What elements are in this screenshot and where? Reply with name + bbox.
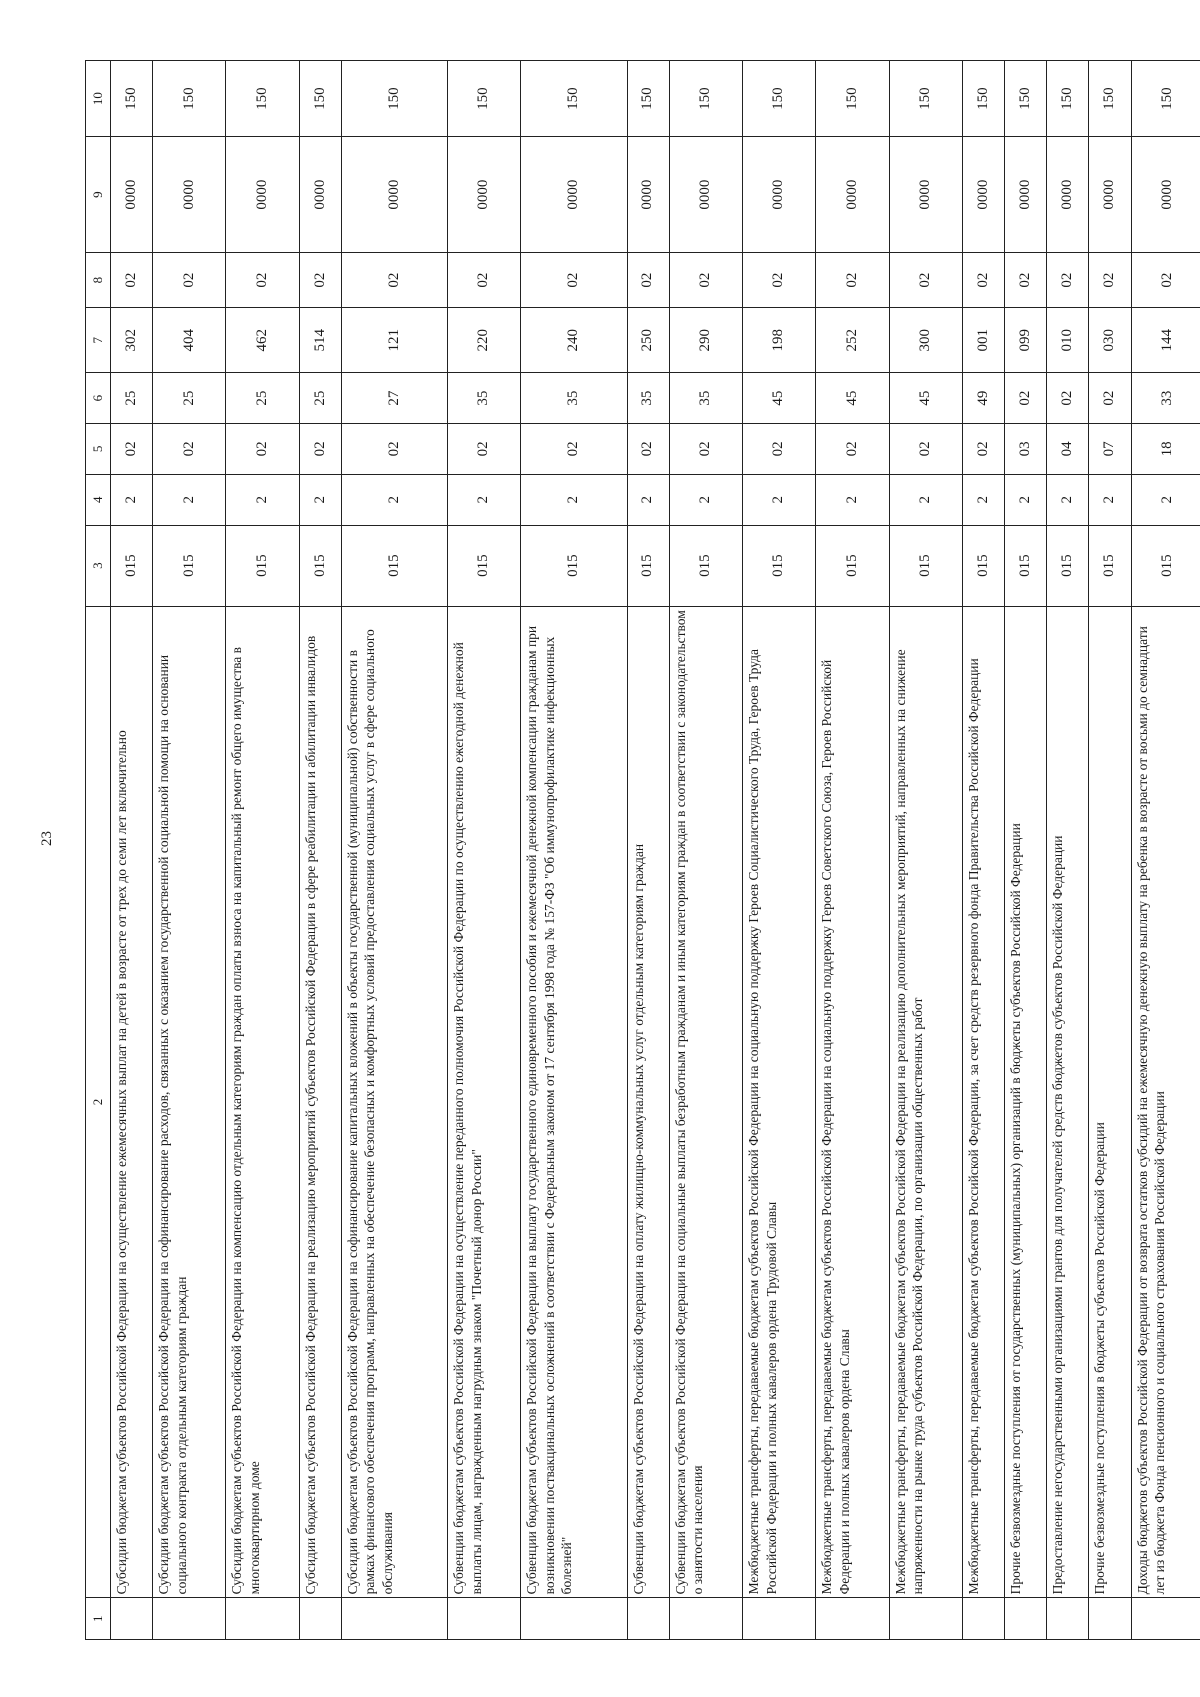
group-code-cell: 2 bbox=[1047, 474, 1089, 525]
article-code-cell: 02 bbox=[1047, 373, 1089, 424]
table-row bbox=[627, 61, 669, 1640]
classification-code-cell: 150 bbox=[889, 61, 962, 137]
admin-code-cell: 015 bbox=[299, 525, 341, 606]
subarticle-code-cell: 030 bbox=[1089, 308, 1131, 373]
element-code-cell: 02 bbox=[816, 252, 889, 307]
subgroup-code-cell: 03 bbox=[1005, 423, 1047, 474]
article-code-cell: 45 bbox=[743, 373, 816, 424]
program-code-cell: 0000 bbox=[1089, 137, 1131, 253]
program-code-cell: 0000 bbox=[1005, 137, 1047, 253]
description-cell: Субсидии бюджетам субъектов Российской Федерации на реализацию мероприятий субъектов Российской Федерации в сфере реабилитации и абилитации инвалидов bbox=[299, 606, 341, 1598]
program-code-cell: 0000 bbox=[448, 137, 521, 253]
article-code-cell: 45 bbox=[816, 373, 889, 424]
subgroup-code-cell: 02 bbox=[153, 423, 226, 474]
description-cell: Субвенции бюджетам субъектов Российской Федерации на социальные выплаты безработным гражданам и иным категориям граждан в соответствии с законодательством о занятости населения bbox=[669, 606, 742, 1598]
row-index-cell bbox=[111, 1598, 153, 1640]
element-code-cell: 02 bbox=[153, 252, 226, 307]
subarticle-code-cell: 121 bbox=[341, 308, 447, 373]
program-code-cell: 0000 bbox=[111, 137, 153, 253]
subarticle-code-cell: 099 bbox=[1005, 308, 1047, 373]
subarticle-code-cell: 010 bbox=[1047, 308, 1089, 373]
subarticle-code-cell: 250 bbox=[627, 308, 669, 373]
subarticle-code-cell: 144 bbox=[1131, 308, 1200, 373]
classification-code-cell: 150 bbox=[669, 61, 742, 137]
group-code-cell: 2 bbox=[521, 474, 627, 525]
program-code-cell: 0000 bbox=[1047, 137, 1089, 253]
subgroup-code-cell: 02 bbox=[743, 423, 816, 474]
program-code-cell: 0000 bbox=[889, 137, 962, 253]
description-cell: Прочие безвозмездные поступления в бюджеты субъектов Российской Федерации bbox=[1089, 606, 1131, 1598]
admin-code-cell: 015 bbox=[153, 525, 226, 606]
column-header: 8 bbox=[86, 252, 111, 307]
table-row bbox=[448, 61, 521, 1640]
subgroup-code-cell: 07 bbox=[1089, 423, 1131, 474]
subarticle-code-cell: 404 bbox=[153, 308, 226, 373]
subarticle-code-cell: 514 bbox=[299, 308, 341, 373]
program-code-cell: 0000 bbox=[341, 137, 447, 253]
classification-code-cell: 150 bbox=[816, 61, 889, 137]
admin-code-cell: 015 bbox=[627, 525, 669, 606]
row-index-cell bbox=[669, 1598, 742, 1640]
row-index-cell bbox=[521, 1598, 627, 1640]
element-code-cell: 02 bbox=[1089, 252, 1131, 307]
description-cell: Доходы бюджетов субъектов Российской Федерации от возврата остатков субсидий на ежемесячную денежную выплату на ребенка в возрасте от восьми до семнадцати лет из бюджета Фонда пенсионного и социального страхования Российской Федерации bbox=[1131, 606, 1200, 1598]
article-code-cell: 45 bbox=[889, 373, 962, 424]
program-code-cell: 0000 bbox=[299, 137, 341, 253]
admin-code-cell: 015 bbox=[111, 525, 153, 606]
row-index-cell bbox=[627, 1598, 669, 1640]
group-code-cell: 2 bbox=[962, 474, 1004, 525]
column-header: 1 bbox=[86, 1598, 111, 1640]
classification-code-cell: 150 bbox=[226, 61, 299, 137]
column-header: 6 bbox=[86, 373, 111, 424]
row-index-cell bbox=[962, 1598, 1004, 1640]
group-code-cell: 2 bbox=[111, 474, 153, 525]
row-index-cell bbox=[341, 1598, 447, 1640]
program-code-cell: 0000 bbox=[1131, 137, 1200, 253]
program-code-cell: 0000 bbox=[153, 137, 226, 253]
table-row bbox=[816, 61, 889, 1640]
admin-code-cell: 015 bbox=[962, 525, 1004, 606]
admin-code-cell: 015 bbox=[816, 525, 889, 606]
table-row bbox=[669, 61, 742, 1640]
subgroup-code-cell: 02 bbox=[816, 423, 889, 474]
subgroup-code-cell: 02 bbox=[962, 423, 1004, 474]
subarticle-code-cell: 001 bbox=[962, 308, 1004, 373]
subgroup-code-cell: 02 bbox=[226, 423, 299, 474]
column-header: 5 bbox=[86, 423, 111, 474]
article-code-cell: 49 bbox=[962, 373, 1004, 424]
element-code-cell: 02 bbox=[669, 252, 742, 307]
classification-code-cell: 150 bbox=[962, 61, 1004, 137]
subgroup-code-cell: 02 bbox=[341, 423, 447, 474]
table-row bbox=[153, 61, 226, 1640]
admin-code-cell: 015 bbox=[1005, 525, 1047, 606]
budget-codes-table bbox=[85, 60, 1200, 1640]
row-index-cell bbox=[226, 1598, 299, 1640]
description-cell: Прочие безвозмездные поступления от государственных (муниципальных) организаций в бюджеты субъектов Российской Федерации bbox=[1005, 606, 1047, 1598]
description-cell: Межбюджетные трансферты, передаваемые бюджетам субъектов Российской Федерации, за счет средств резервного фонда Правительства Российской Федерации bbox=[962, 606, 1004, 1598]
subarticle-code-cell: 290 bbox=[669, 308, 742, 373]
description-cell: Субвенции бюджетам субъектов Российской Федерации на выплату государственного единовременного пособия и ежемесячной денежной компенсации гражданам при возникновении поствакцинальных осложнений в соответствии с Федеральным законом от 17 сентября 1998 года № 157-ФЗ "Об иммунопрофилактике инфекционных болезней" bbox=[521, 606, 627, 1598]
program-code-cell: 0000 bbox=[743, 137, 816, 253]
row-index-cell bbox=[1005, 1598, 1047, 1640]
description-cell: Предоставление негосударственными организациями грантов для получателей средств бюджетов субъектов Российской Федерации bbox=[1047, 606, 1089, 1598]
column-header: 2 bbox=[86, 606, 111, 1598]
column-header: 4 bbox=[86, 474, 111, 525]
element-code-cell: 02 bbox=[111, 252, 153, 307]
subarticle-code-cell: 302 bbox=[111, 308, 153, 373]
description-cell: Межбюджетные трансферты, передаваемые бюджетам субъектов Российской Федерации на реализацию дополнительных мероприятий, направленных на снижение напряженности на рынке труда субъектов Российской Федерации, по организации общественных работ bbox=[889, 606, 962, 1598]
element-code-cell: 02 bbox=[627, 252, 669, 307]
row-index-cell bbox=[889, 1598, 962, 1640]
classification-code-cell: 150 bbox=[111, 61, 153, 137]
admin-code-cell: 015 bbox=[1047, 525, 1089, 606]
subarticle-code-cell: 462 bbox=[226, 308, 299, 373]
subgroup-code-cell: 04 bbox=[1047, 423, 1089, 474]
subarticle-code-cell: 240 bbox=[521, 308, 627, 373]
row-index-cell bbox=[1131, 1598, 1200, 1640]
column-header: 7 bbox=[86, 308, 111, 373]
element-code-cell: 02 bbox=[962, 252, 1004, 307]
program-code-cell: 0000 bbox=[962, 137, 1004, 253]
row-index-cell bbox=[153, 1598, 226, 1640]
article-code-cell: 35 bbox=[669, 373, 742, 424]
page-number: 23 bbox=[39, 831, 55, 846]
group-code-cell: 2 bbox=[743, 474, 816, 525]
group-code-cell: 2 bbox=[1005, 474, 1047, 525]
description-cell: Субвенции бюджетам субъектов Российской Федерации на осуществление переданного полномочия Российской Федерации по осуществлению ежегодной денежной выплаты лицам, награжденным нагрудным знаком "Почетный донор России" bbox=[448, 606, 521, 1598]
description-cell: Субсидии бюджетам субъектов Российской Федерации на софинансирование расходов, связанных с оказанием государственной социальной помощи на основании социального контракта отдельным категориям граждан bbox=[153, 606, 226, 1598]
subgroup-code-cell: 02 bbox=[669, 423, 742, 474]
subgroup-code-cell: 18 bbox=[1131, 423, 1200, 474]
table-row bbox=[111, 61, 153, 1640]
column-header: 3 bbox=[86, 525, 111, 606]
group-code-cell: 2 bbox=[816, 474, 889, 525]
admin-code-cell: 015 bbox=[341, 525, 447, 606]
description-cell: Субсидии бюджетам субъектов Российской Федерации на софинансирование капитальных вложений в объекты государственной (муниципальной) собственности в рамках финансового обеспечения программ, направленных на обеспечение безопасных и комфортных условий предоставления социальных услуг в сфере социального обслуживания bbox=[341, 606, 447, 1598]
subgroup-code-cell: 02 bbox=[448, 423, 521, 474]
admin-code-cell: 015 bbox=[1131, 525, 1200, 606]
subgroup-code-cell: 02 bbox=[111, 423, 153, 474]
article-code-cell: 02 bbox=[1005, 373, 1047, 424]
admin-code-cell: 015 bbox=[1089, 525, 1131, 606]
table-row bbox=[743, 61, 816, 1640]
program-code-cell: 0000 bbox=[521, 137, 627, 253]
admin-code-cell: 015 bbox=[521, 525, 627, 606]
table-body bbox=[111, 61, 1200, 1640]
column-header: 10 bbox=[86, 61, 111, 137]
element-code-cell: 02 bbox=[743, 252, 816, 307]
article-code-cell: 25 bbox=[226, 373, 299, 424]
article-code-cell: 25 bbox=[153, 373, 226, 424]
classification-code-cell: 150 bbox=[1131, 61, 1200, 137]
subgroup-code-cell: 02 bbox=[299, 423, 341, 474]
admin-code-cell: 015 bbox=[226, 525, 299, 606]
classification-code-cell: 150 bbox=[627, 61, 669, 137]
table-row bbox=[1131, 61, 1200, 1640]
table-row bbox=[299, 61, 341, 1640]
article-code-cell: 35 bbox=[448, 373, 521, 424]
table-row bbox=[1047, 61, 1089, 1640]
element-code-cell: 02 bbox=[521, 252, 627, 307]
classification-code-cell: 150 bbox=[299, 61, 341, 137]
article-code-cell: 33 bbox=[1131, 373, 1200, 424]
subgroup-code-cell: 02 bbox=[627, 423, 669, 474]
element-code-cell: 02 bbox=[889, 252, 962, 307]
group-code-cell: 2 bbox=[226, 474, 299, 525]
element-code-cell: 02 bbox=[1005, 252, 1047, 307]
classification-code-cell: 150 bbox=[1047, 61, 1089, 137]
program-code-cell: 0000 bbox=[627, 137, 669, 253]
description-cell: Межбюджетные трансферты, передаваемые бюджетам субъектов Российской Федерации на социальную поддержку Героев Советского Союза, Героев Российской Федерации и полных кавалеров ордена Славы bbox=[816, 606, 889, 1598]
table-row bbox=[889, 61, 962, 1640]
row-index-cell bbox=[299, 1598, 341, 1640]
description-cell: Субсидии бюджетам субъектов Российской Федерации на осуществление ежемесячных выплат на детей в возрасте от трех до семи лет включительно bbox=[111, 606, 153, 1598]
program-code-cell: 0000 bbox=[816, 137, 889, 253]
classification-code-cell: 150 bbox=[341, 61, 447, 137]
admin-code-cell: 015 bbox=[889, 525, 962, 606]
row-index-cell bbox=[1047, 1598, 1089, 1640]
table-row bbox=[226, 61, 299, 1640]
admin-code-cell: 015 bbox=[743, 525, 816, 606]
admin-code-cell: 015 bbox=[669, 525, 742, 606]
element-code-cell: 02 bbox=[226, 252, 299, 307]
classification-code-cell: 150 bbox=[743, 61, 816, 137]
element-code-cell: 02 bbox=[1131, 252, 1200, 307]
group-code-cell: 2 bbox=[299, 474, 341, 525]
column-header: 9 bbox=[86, 137, 111, 253]
description-cell: Субсидии бюджетам субъектов Российской Федерации на компенсацию отдельным категориям граждан оплаты взноса на капитальный ремонт общего имущества в многоквартирном доме bbox=[226, 606, 299, 1598]
subarticle-code-cell: 252 bbox=[816, 308, 889, 373]
article-code-cell: 35 bbox=[627, 373, 669, 424]
article-code-cell: 27 bbox=[341, 373, 447, 424]
admin-code-cell: 015 bbox=[448, 525, 521, 606]
row-index-cell bbox=[743, 1598, 816, 1640]
table-header-row bbox=[86, 61, 111, 1640]
table-row bbox=[1005, 61, 1047, 1640]
row-index-cell bbox=[1089, 1598, 1131, 1640]
group-code-cell: 2 bbox=[448, 474, 521, 525]
element-code-cell: 02 bbox=[341, 252, 447, 307]
group-code-cell: 2 bbox=[1089, 474, 1131, 525]
program-code-cell: 0000 bbox=[226, 137, 299, 253]
group-code-cell: 2 bbox=[889, 474, 962, 525]
subgroup-code-cell: 02 bbox=[521, 423, 627, 474]
classification-code-cell: 150 bbox=[448, 61, 521, 137]
table-row bbox=[341, 61, 447, 1640]
group-code-cell: 2 bbox=[627, 474, 669, 525]
group-code-cell: 2 bbox=[1131, 474, 1200, 525]
classification-code-cell: 150 bbox=[153, 61, 226, 137]
group-code-cell: 2 bbox=[669, 474, 742, 525]
element-code-cell: 02 bbox=[1047, 252, 1089, 307]
classification-code-cell: 150 bbox=[1005, 61, 1047, 137]
classification-code-cell: 150 bbox=[521, 61, 627, 137]
subgroup-code-cell: 02 bbox=[889, 423, 962, 474]
subarticle-code-cell: 300 bbox=[889, 308, 962, 373]
table-row bbox=[1089, 61, 1131, 1640]
table-row bbox=[962, 61, 1004, 1640]
row-index-cell bbox=[448, 1598, 521, 1640]
element-code-cell: 02 bbox=[448, 252, 521, 307]
group-code-cell: 2 bbox=[341, 474, 447, 525]
description-cell: Межбюджетные трансферты, передаваемые бюджетам субъектов Российской Федерации на социальную поддержку Героев Социалистического Труда, Героев Труда Российской Федерации и полных кавалеров ордена Трудовой Славы bbox=[743, 606, 816, 1598]
program-code-cell: 0000 bbox=[669, 137, 742, 253]
rotated-page bbox=[85, 60, 1200, 1640]
subarticle-code-cell: 220 bbox=[448, 308, 521, 373]
article-code-cell: 02 bbox=[1089, 373, 1131, 424]
article-code-cell: 25 bbox=[299, 373, 341, 424]
subarticle-code-cell: 198 bbox=[743, 308, 816, 373]
table-row bbox=[521, 61, 627, 1640]
element-code-cell: 02 bbox=[299, 252, 341, 307]
classification-code-cell: 150 bbox=[1089, 61, 1131, 137]
row-index-cell bbox=[816, 1598, 889, 1640]
description-cell: Субвенции бюджетам субъектов Российской Федерации на оплату жилищно-коммунальных услуг отдельным категориям граждан bbox=[627, 606, 669, 1598]
article-code-cell: 35 bbox=[521, 373, 627, 424]
group-code-cell: 2 bbox=[153, 474, 226, 525]
article-code-cell: 25 bbox=[111, 373, 153, 424]
